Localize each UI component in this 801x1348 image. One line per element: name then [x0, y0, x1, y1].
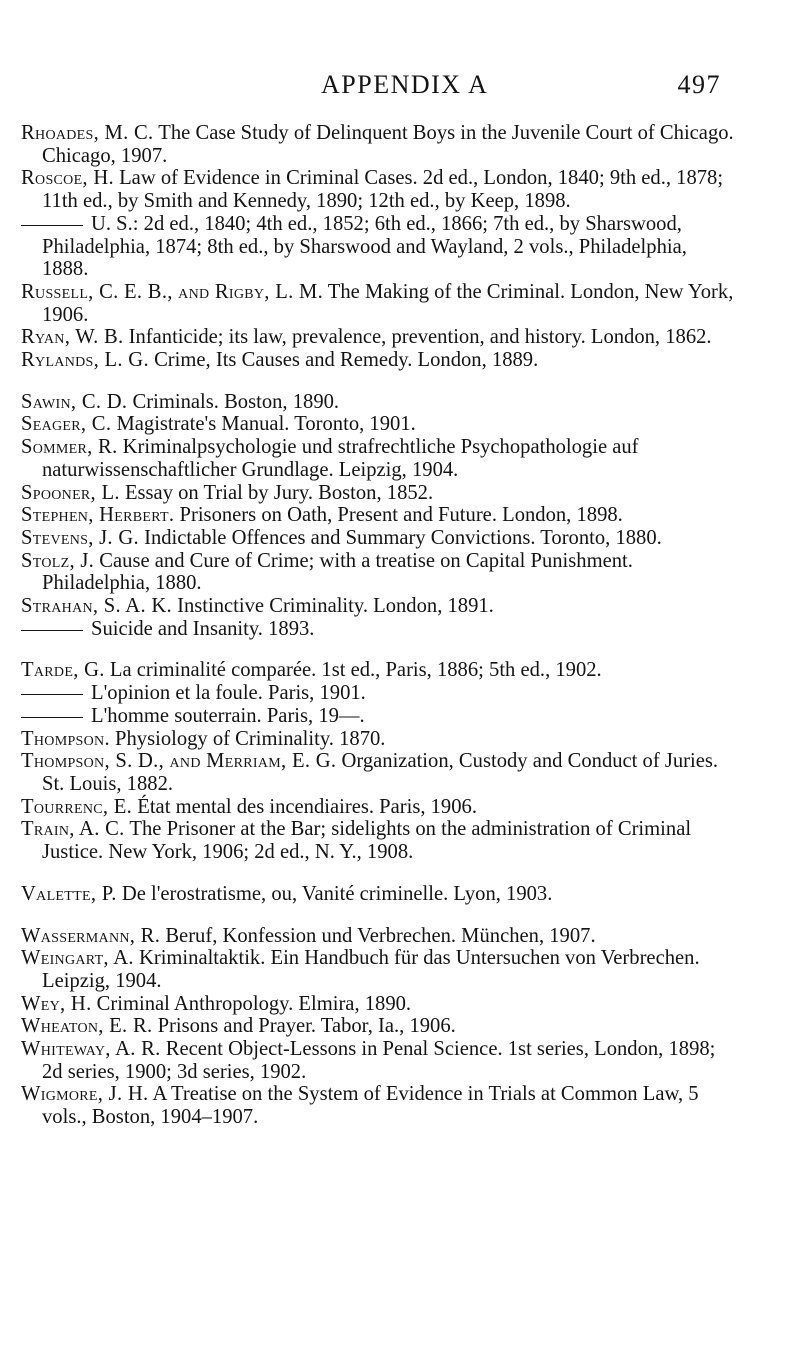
entry-author: Seager, C.	[21, 413, 112, 436]
page-title: APPENDIX A	[321, 70, 489, 99]
entry-author: Train, A. C.	[21, 818, 125, 841]
bibliography-entry	[0, 993, 738, 1016]
entry-author: Rhoades, M. C.	[21, 122, 154, 144]
entry-author: Thompson.	[21, 727, 110, 750]
bibliography-entry	[0, 750, 738, 795]
bibliography-entry	[0, 796, 738, 819]
bibliography-entry	[0, 595, 738, 618]
bibliography-list	[0, 122, 801, 1148]
ditto-dash	[21, 694, 83, 695]
bibliography-entry	[0, 413, 738, 436]
bibliography-entry	[0, 1038, 738, 1083]
entry-author: Thompson, S. D., and Merriam, E. G.	[21, 750, 337, 773]
entry-text: Prisoners on Oath, Present and Future. London, 1898.	[174, 504, 623, 527]
entry-author: Whiteway, A. R.	[21, 1038, 161, 1061]
entry-author: Wassermann, R.	[21, 924, 161, 947]
bibliography-entry	[0, 326, 738, 349]
entry-text: Criminals. Boston, 1890.	[127, 390, 340, 413]
running-header	[0, 70, 801, 110]
entry-author: Valette, P.	[21, 882, 117, 905]
ditto-dash	[21, 717, 83, 718]
entry-text: L'opinion et la foule. Paris, 1901.	[91, 682, 366, 705]
bibliography-entry	[0, 482, 738, 505]
entry-author: Weingart, A.	[21, 947, 134, 970]
bibliography-entry	[0, 504, 738, 527]
bibliography-entry	[0, 281, 738, 326]
bibliography-entry	[0, 818, 738, 863]
entry-author: Sommer, R.	[21, 436, 118, 459]
ditto-dash	[21, 630, 83, 631]
bibliography-entry	[0, 1083, 738, 1128]
bibliography-entry	[0, 349, 738, 372]
entry-author: Wey, H.	[21, 992, 92, 1015]
bibliography-entry	[0, 659, 738, 682]
entry-text: Law of Evidence in Criminal Cases. 2d ed., London, 1840; 9th ed., 1878; 11th ed., by Smith and Kennedy, 1890; 12th ed., by Keep, 1898.	[42, 167, 724, 213]
bibliography-entry	[0, 550, 738, 595]
entry-text: Indictable Offences and Summary Convictions. Toronto, 1880.	[138, 526, 662, 549]
bibliography-entry	[0, 527, 738, 550]
entry-text: Infanticide; its law, prevalence, prevention, and history. London, 1862.	[123, 326, 712, 349]
entry-author: Wigmore, J. H.	[21, 1083, 149, 1106]
entry-author: Tourrenc, E.	[21, 795, 133, 818]
entry-author: Stephen, Herbert.	[21, 504, 175, 527]
bibliography-entry	[0, 682, 738, 705]
bibliography-entry	[0, 122, 738, 167]
entry-author: Russell, C. E. B., and Rigby, L. M.	[21, 280, 324, 303]
entry-text: Prisons and Prayer. Tabor, Ia., 1906.	[152, 1015, 456, 1038]
entry-text: The Prisoner at the Bar; sidelights on the administration of Criminal Justice. New York, 1906; 2d ed., N. Y., 1908.	[42, 818, 692, 864]
bibliography-entry	[0, 436, 738, 481]
entry-author: Spooner, L.	[21, 481, 120, 504]
entry-text: La criminalité comparée. 1st ed., Paris, 1886; 5th ed., 1902.	[104, 659, 602, 682]
entry-text: Physiology of Criminality. 1870.	[109, 727, 386, 750]
entry-text: Instinctive Criminality. London, 1891.	[171, 595, 494, 618]
entry-text: Criminal Anthropology. Elmira, 1890.	[91, 992, 412, 1015]
entry-author: Ryan, W. B.	[21, 326, 124, 349]
entry-text: État mental des incendiaires. Paris, 1906.	[132, 795, 477, 818]
entry-author: Wheaton, E. R.	[21, 1015, 153, 1038]
entry-text: Recent Object-Lessons in Penal Science. 1st series, London, 1898; 2d series, 1900; 3d series, 1902.	[42, 1038, 716, 1083]
entry-author: Tarde, G.	[21, 659, 105, 682]
bibliography-entry	[0, 618, 738, 641]
bibliography-entry	[0, 883, 738, 906]
bibliography-entry	[0, 213, 738, 281]
entry-text: A Treatise on the System of Evidence in Trials at Common Law, 5 vols., Boston, 1904–1907.	[42, 1083, 699, 1129]
entry-text: Cause and Cure of Crime; with a treatise on Capital Punishment. Philadelphia, 1880.	[42, 549, 633, 595]
entry-text: Organization, Custody and Conduct of Juries. St. Louis, 1882.	[42, 750, 719, 795]
bibliography-entry	[0, 167, 738, 212]
bibliography-entry	[0, 391, 738, 414]
bibliography-entry	[0, 947, 738, 992]
entry-text: Beruf, Konfession und Verbrechen. München, 1907.	[160, 924, 596, 947]
entry-text: Essay on Trial by Jury. Boston, 1852.	[119, 481, 434, 504]
bibliography-group	[0, 925, 801, 1129]
bibliography-entry	[0, 925, 738, 948]
page-number: 497	[677, 70, 721, 99]
entry-text: The Case Study of Delinquent Boys in the Juvenile Court of Chicago. Chicago, 1907.	[42, 122, 734, 167]
entry-text: Suicide and Insanity. 1893.	[91, 617, 315, 640]
entry-text: L'homme souterrain. Paris, 19—.	[91, 704, 365, 727]
bibliography-entry	[0, 705, 738, 728]
entry-text: Kriminaltaktik. Ein Handbuch für das Untersuchen von Verbrechen. Leipzig, 1904.	[42, 947, 700, 992]
entry-author: Strahan, S. A. K.	[21, 595, 172, 618]
entry-author: Sawin, C. D.	[21, 390, 128, 413]
ditto-dash	[21, 225, 83, 226]
entry-text: Kriminalpsychologie und strafrechtliche Psychopathologie auf naturwissenschaftlicher Grundlage. Leipzig, 1904.	[42, 436, 639, 481]
entry-author: Stevens, J. G.	[21, 526, 139, 549]
entry-text: Magistrate's Manual. Toronto, 1901.	[111, 413, 416, 436]
entry-author: Stolz, J.	[21, 549, 95, 572]
bibliography-entry	[0, 1015, 738, 1038]
bibliography-entry	[0, 728, 738, 751]
entry-author: Roscoe, H.	[21, 167, 114, 190]
bibliography-group	[0, 122, 801, 372]
bibliography-group	[0, 883, 801, 906]
entry-text: De l'erostratisme, ou, Vanité criminelle. Lyon, 1903.	[116, 882, 553, 905]
entry-text: Crime, Its Causes and Remedy. London, 1889.	[148, 349, 539, 372]
entry-author: Rylands, L. G.	[21, 349, 149, 372]
entry-text: The Making of the Criminal. London, New York, 1906.	[42, 280, 734, 326]
bibliography-group	[0, 659, 801, 863]
entry-text: U. S.: 2d ed., 1840; 4th ed., 1852; 6th ed., 1866; 7th ed., by Sharswood, Philadelphia, 1874; 8th ed., by Sharswood and Wayland, 2 vols., Philadelphia, 1888.	[42, 212, 687, 281]
bibliography-group	[0, 391, 801, 641]
